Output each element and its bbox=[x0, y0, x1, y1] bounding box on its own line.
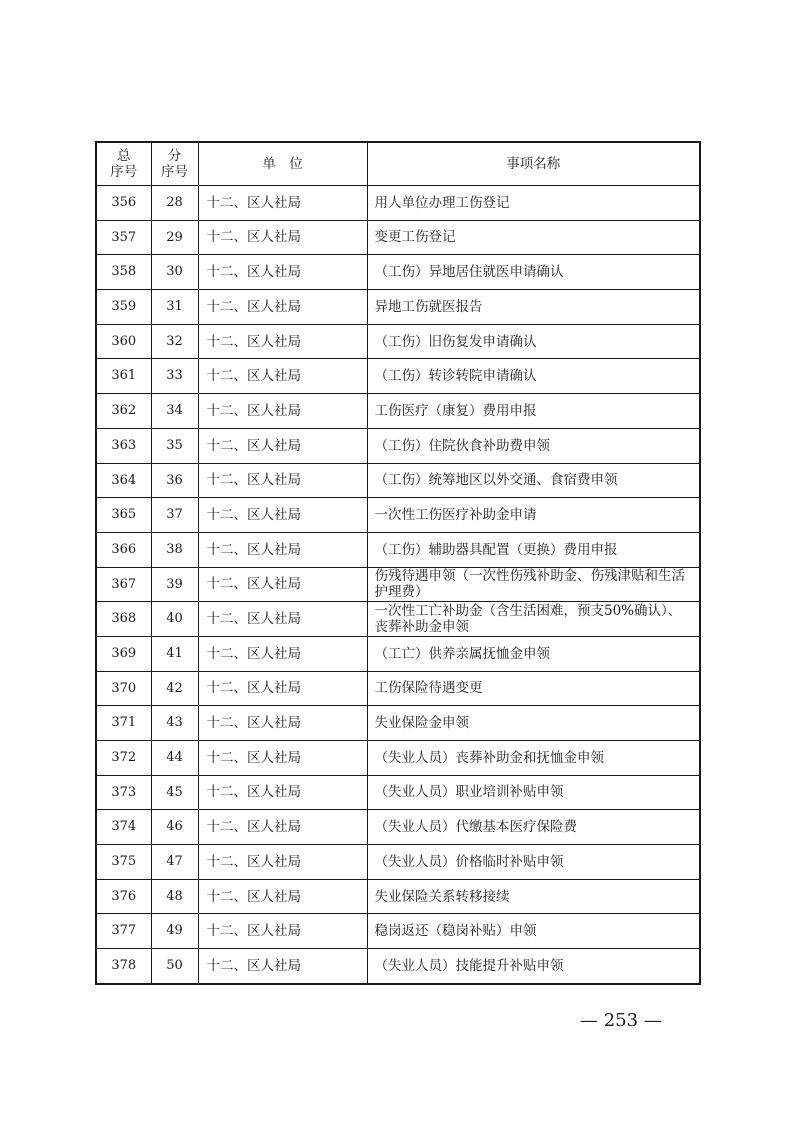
cell-unit: 十二、区人社局 bbox=[198, 359, 367, 394]
cell-item-name bbox=[367, 914, 700, 949]
cell-total-number: 378 bbox=[96, 949, 151, 984]
cell-unit: 十二、区人社局 bbox=[198, 879, 367, 914]
item-name-line2: 护理费） bbox=[374, 584, 429, 601]
header-total-number bbox=[96, 142, 151, 186]
cell-sub-number: 34 bbox=[151, 394, 198, 429]
cell-sub-number: 31 bbox=[151, 290, 198, 325]
cell-unit: 十二、区人社局 bbox=[198, 845, 367, 880]
cell-sub-number: 41 bbox=[151, 636, 198, 671]
table-row bbox=[96, 290, 700, 325]
cell-item-name bbox=[367, 324, 700, 359]
cell-unit: 十二、区人社局 bbox=[198, 741, 367, 776]
cell-total-number: 363 bbox=[96, 428, 151, 463]
cell-unit: 十二、区人社局 bbox=[198, 810, 367, 845]
cell-unit: 十二、区人社局 bbox=[198, 255, 367, 290]
cell-total-number: 358 bbox=[96, 255, 151, 290]
table-row bbox=[96, 498, 700, 533]
item-name-line1: 工伤保险待遇变更 bbox=[374, 680, 483, 697]
cell-unit: 十二、区人社局 bbox=[198, 498, 367, 533]
cell-unit: 十二、区人社局 bbox=[198, 775, 367, 810]
item-name-line1: （工伤）异地居住就医申请确认 bbox=[374, 264, 564, 281]
cell-unit: 十二、区人社局 bbox=[198, 394, 367, 429]
item-name-line1: （失业人员）丧葬补助金和抚恤金申领 bbox=[374, 749, 604, 766]
cell-sub-number: 47 bbox=[151, 845, 198, 880]
cell-total-number: 369 bbox=[96, 636, 151, 671]
cell-sub-number: 29 bbox=[151, 220, 198, 255]
table-row bbox=[96, 636, 700, 671]
cell-sub-number: 40 bbox=[151, 602, 198, 637]
item-name-line1: 用人单位办理工伤登记 bbox=[374, 194, 510, 211]
cell-sub-number: 36 bbox=[151, 463, 198, 498]
cell-total-number: 372 bbox=[96, 741, 151, 776]
cell-item-name bbox=[367, 671, 700, 706]
cell-sub-number: 28 bbox=[151, 186, 198, 221]
cell-item-name bbox=[367, 949, 700, 984]
cell-item-name bbox=[367, 186, 700, 221]
cell-total-number: 368 bbox=[96, 602, 151, 637]
cell-item-name bbox=[367, 602, 700, 637]
cell-unit: 十二、区人社局 bbox=[198, 186, 367, 221]
cell-unit: 十二、区人社局 bbox=[198, 636, 367, 671]
cell-sub-number: 45 bbox=[151, 775, 198, 810]
cell-sub-number: 46 bbox=[151, 810, 198, 845]
item-name-line1: （工伤）旧伤复发申请确认 bbox=[374, 333, 537, 350]
cell-sub-number: 48 bbox=[151, 879, 198, 914]
table-row bbox=[96, 255, 700, 290]
cell-unit: 十二、区人社局 bbox=[198, 324, 367, 359]
cell-item-name bbox=[367, 463, 700, 498]
cell-item-name bbox=[367, 532, 700, 567]
item-name-line1: （工亡）供养亲属抚恤金申领 bbox=[374, 645, 550, 662]
table-header-row bbox=[96, 142, 700, 186]
item-name-line1: （失业人员）代缴基本医疗保险费 bbox=[374, 819, 577, 836]
item-name-line1: 变更工伤登记 bbox=[374, 229, 456, 246]
cell-item-name bbox=[367, 498, 700, 533]
cell-item-name bbox=[367, 567, 700, 602]
cell-sub-number: 44 bbox=[151, 741, 198, 776]
cell-item-name bbox=[367, 255, 700, 290]
cell-total-number: 365 bbox=[96, 498, 151, 533]
cell-sub-number: 43 bbox=[151, 706, 198, 741]
cell-item-name bbox=[367, 636, 700, 671]
header-total-line2: 序号 bbox=[110, 164, 138, 180]
header-total-line1: 总 bbox=[117, 147, 131, 164]
cell-total-number: 357 bbox=[96, 220, 151, 255]
cell-total-number: 370 bbox=[96, 671, 151, 706]
item-name-line1: 稳岗返还（稳岗补贴）申领 bbox=[374, 923, 537, 940]
item-name-line1: （工伤）统筹地区以外交通、食宿费申领 bbox=[374, 472, 618, 489]
cell-sub-number: 32 bbox=[151, 324, 198, 359]
table-row bbox=[96, 324, 700, 359]
cell-unit: 十二、区人社局 bbox=[198, 567, 367, 602]
cell-sub-number: 42 bbox=[151, 671, 198, 706]
cell-total-number: 375 bbox=[96, 845, 151, 880]
table-row bbox=[96, 775, 700, 810]
item-name-line1: 异地工伤就医报告 bbox=[374, 298, 483, 315]
cell-total-number: 376 bbox=[96, 879, 151, 914]
cell-total-number: 371 bbox=[96, 706, 151, 741]
item-name-line1: 工伤医疗（康复）费用申报 bbox=[374, 402, 537, 419]
cell-sub-number: 35 bbox=[151, 428, 198, 463]
item-name-line1: （失业人员）价格临时补贴申领 bbox=[374, 853, 564, 870]
cell-unit: 十二、区人社局 bbox=[198, 428, 367, 463]
cell-item-name bbox=[367, 359, 700, 394]
cell-total-number: 361 bbox=[96, 359, 151, 394]
item-name-line1: （失业人员）技能提升补贴申领 bbox=[374, 957, 564, 974]
table-row bbox=[96, 532, 700, 567]
header-sub-line1: 分 bbox=[167, 147, 182, 164]
cell-item-name bbox=[367, 879, 700, 914]
table-row bbox=[96, 845, 700, 880]
cell-item-name bbox=[367, 741, 700, 776]
cell-item-name bbox=[367, 810, 700, 845]
cell-total-number: 366 bbox=[96, 532, 151, 567]
table-row bbox=[96, 428, 700, 463]
cell-sub-number: 38 bbox=[151, 532, 198, 567]
cell-total-number: 367 bbox=[96, 567, 151, 602]
cell-item-name bbox=[367, 220, 700, 255]
item-name-line1: （失业人员）职业培训补贴申领 bbox=[374, 784, 564, 801]
table-row bbox=[96, 394, 700, 429]
table-row bbox=[96, 186, 700, 221]
header-unit: 单 位 bbox=[198, 142, 367, 186]
cell-total-number: 364 bbox=[96, 463, 151, 498]
cell-unit: 十二、区人社局 bbox=[198, 463, 367, 498]
cell-sub-number: 33 bbox=[151, 359, 198, 394]
item-name-line1: （工伤）转诊转院申请确认 bbox=[374, 368, 537, 385]
item-name-line1: 伤残待遇申领（一次性伤残补助金、伤残津贴和生活 bbox=[374, 568, 685, 585]
table-row bbox=[96, 706, 700, 741]
cell-item-name bbox=[367, 845, 700, 880]
table-row bbox=[96, 879, 700, 914]
cell-total-number: 359 bbox=[96, 290, 151, 325]
table-row bbox=[96, 914, 700, 949]
cell-item-name bbox=[367, 394, 700, 429]
header-sub-number bbox=[151, 142, 198, 186]
cell-unit: 十二、区人社局 bbox=[198, 602, 367, 637]
table-row bbox=[96, 949, 700, 984]
cell-unit: 十二、区人社局 bbox=[198, 914, 367, 949]
item-name-line1: （工伤）住院伙食补助费申领 bbox=[374, 437, 550, 454]
cell-total-number: 377 bbox=[96, 914, 151, 949]
cell-unit: 十二、区人社局 bbox=[198, 220, 367, 255]
table-row bbox=[96, 220, 700, 255]
cell-total-number: 356 bbox=[96, 186, 151, 221]
item-name-line1: 一次性工伤医疗补助金申请 bbox=[374, 506, 537, 523]
item-name-line1: 一次性工亡补助金（含生活困难，预支50%确认）、 bbox=[374, 602, 682, 619]
service-items-table bbox=[95, 141, 701, 985]
item-name-line1: 失业保险关系转移接续 bbox=[374, 888, 510, 905]
cell-sub-number: 30 bbox=[151, 255, 198, 290]
cell-total-number: 360 bbox=[96, 324, 151, 359]
cell-sub-number: 39 bbox=[151, 567, 198, 602]
cell-unit: 十二、区人社局 bbox=[198, 532, 367, 567]
table-row bbox=[96, 463, 700, 498]
cell-total-number: 362 bbox=[96, 394, 151, 429]
table-row bbox=[96, 741, 700, 776]
header-item-name: 事项名称 bbox=[367, 142, 700, 186]
table-row bbox=[96, 671, 700, 706]
cell-item-name bbox=[367, 775, 700, 810]
cell-unit: 十二、区人社局 bbox=[198, 671, 367, 706]
cell-item-name bbox=[367, 290, 700, 325]
cell-sub-number: 49 bbox=[151, 914, 198, 949]
item-name-line1: 失业保险金申领 bbox=[374, 715, 469, 732]
cell-total-number: 374 bbox=[96, 810, 151, 845]
cell-total-number: 373 bbox=[96, 775, 151, 810]
cell-unit: 十二、区人社局 bbox=[198, 706, 367, 741]
table-row bbox=[96, 359, 700, 394]
item-name-line2: 丧葬补助金申领 bbox=[374, 619, 469, 636]
table-row bbox=[96, 567, 700, 602]
table-row bbox=[96, 602, 700, 637]
table-row bbox=[96, 810, 700, 845]
cell-sub-number: 50 bbox=[151, 949, 198, 984]
cell-sub-number: 37 bbox=[151, 498, 198, 533]
cell-unit: 十二、区人社局 bbox=[198, 290, 367, 325]
cell-unit: 十二、区人社局 bbox=[198, 949, 367, 984]
cell-item-name bbox=[367, 706, 700, 741]
service-items-table-container bbox=[95, 141, 699, 985]
cell-item-name bbox=[367, 428, 700, 463]
item-name-line1: （工伤）辅助器具配置（更换）费用申报 bbox=[374, 541, 618, 558]
page-number: — 253 — bbox=[580, 1010, 662, 1031]
header-sub-line2: 序号 bbox=[161, 164, 188, 180]
